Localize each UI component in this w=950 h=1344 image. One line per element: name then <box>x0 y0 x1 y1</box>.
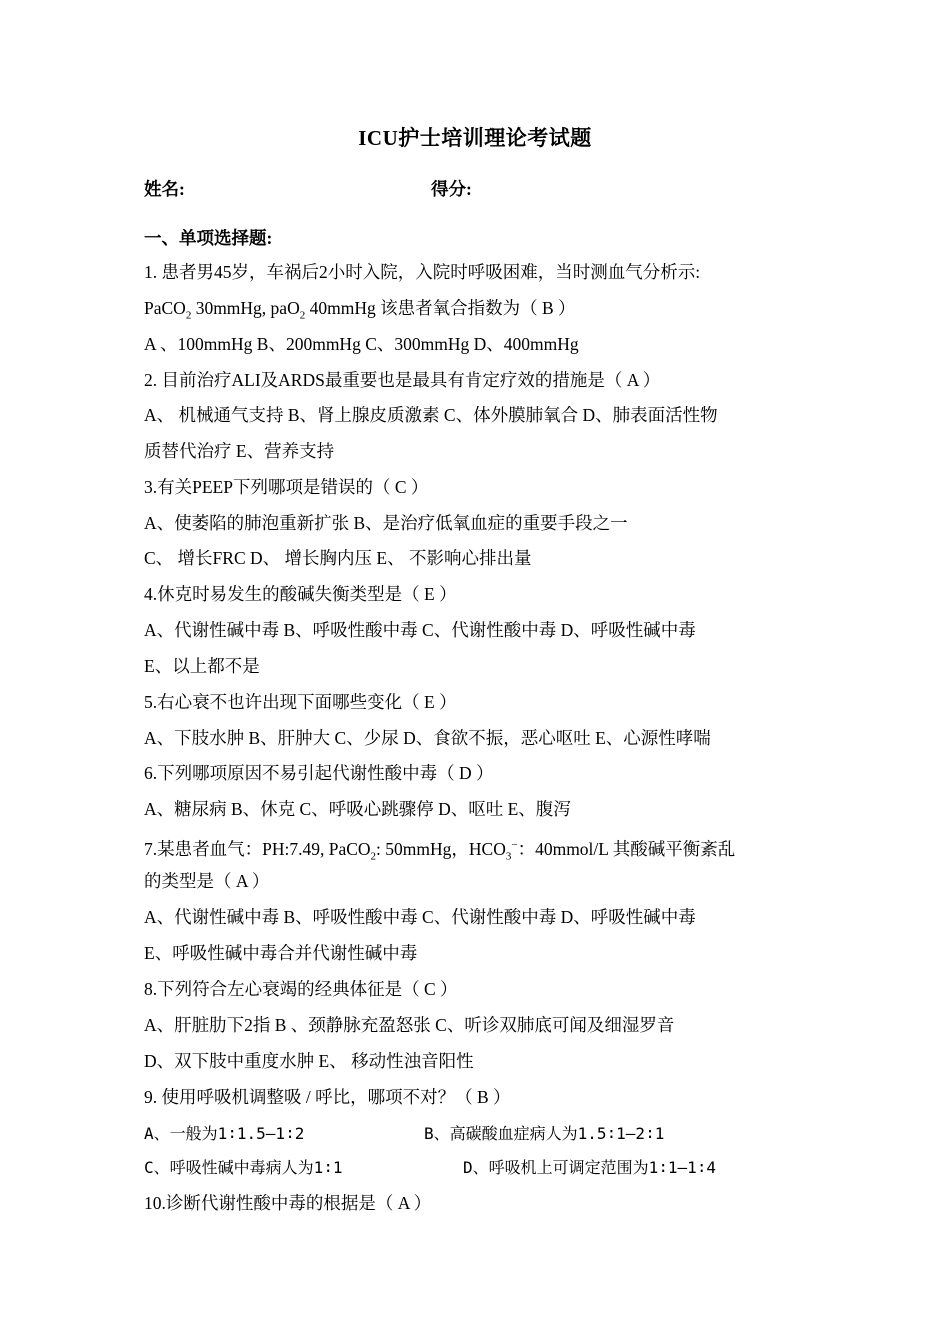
question-2-options-line-2: 质替代治疗 E、营养支持 <box>144 441 335 461</box>
q7-subscript: 2 <box>370 850 377 863</box>
question-2-stem: 2. 目前治疗ALI及ARDS最重要也是最具有肯定疗效的措施是（ A ） <box>144 370 661 390</box>
question-5-options: A、下肢水肿 B、肝肿大 C、少尿 D、食欲不振，恶心呕吐 E、心源性哮喘 <box>144 728 711 748</box>
q7-subscript: 3 <box>505 850 512 863</box>
q1-subscript: 2 <box>185 309 192 322</box>
question-6-options: A、糖尿病 B、休克 C、呼吸心跳骤停 D、呕吐 E、腹泻 <box>144 799 571 819</box>
question-7-options-line-1: A、代谢性碱中毒 B、呼吸性酸中毒 C、代谢性酸中毒 D、呼吸性碱中毒 <box>144 907 696 927</box>
question-3-options-line-2: C、 增长FRC D、 增长胸内压 E、 不影响心排出量 <box>144 548 532 568</box>
question-1-stem-line-2 <box>144 297 576 327</box>
question-7-options-line-2: E、呼吸性碱中毒合并代谢性碱中毒 <box>144 943 418 963</box>
q7-superscript: − <box>511 839 518 851</box>
question-4-options-line-1: A、代谢性碱中毒 B、呼吸性酸中毒 C、代谢性酸中毒 D、呼吸性碱中毒 <box>144 620 696 640</box>
question-2-options-line-1: A、 机械通气支持 B、肾上腺皮质激素 C、体外膜肺氧合 D、肺表面活性物 <box>144 405 718 425</box>
question-8-options-line-2: D、双下肢中重度水肿 E、 移动性浊音阳性 <box>144 1051 474 1071</box>
question-3-options-line-1: A、使萎陷的肺泡重新扩张 B、是治疗低氧血症的重要手段之一 <box>144 513 628 533</box>
q7-text-part: ：40mmol/L 其酸碱平衡紊乱 <box>517 838 736 859</box>
document-title: ICU护士培训理论考试题 <box>358 126 592 150</box>
question-8-options-line-1: A、肝脏肋下2指 B 、颈静脉充盈怒张 C、听诊双肺底可闻及细湿罗音 <box>144 1015 675 1035</box>
name-label: 姓名: <box>144 179 185 199</box>
q7-text-part: : 50mmHg，HCO <box>376 838 506 859</box>
question-3-stem: 3.有关PEEP下列哪项是错误的（ C ） <box>144 477 429 497</box>
question-9-stem: 9. 使用呼吸机调整吸 / 呼比，哪项不对？（ B ） <box>144 1087 511 1107</box>
question-1-options: A 、100mmHg B、200mmHg C、300mmHg D、400mmHg <box>144 334 579 354</box>
question-7-stem-line-1 <box>144 834 735 867</box>
score-label: 得分: <box>431 179 472 199</box>
question-9-option-d: D、呼吸机上可调定范围为1∶1—1∶4 <box>463 1158 717 1177</box>
question-1-stem-line-1: 1. 患者男45岁，车祸后2小时入院，入院时呼吸困难，当时测血气分析示: <box>144 262 701 282</box>
q1-text-part: PaCO <box>144 298 186 318</box>
section-heading: 一、单项选择题: <box>144 228 273 248</box>
q1-text-part: 30mmHg, paO <box>191 298 300 318</box>
q1-subscript: 2 <box>299 309 306 322</box>
question-8-stem: 8.下列符合左心衰竭的经典体征是（ C ） <box>144 979 458 999</box>
question-10-stem: 10.诊断代谢性酸中毒的根据是（ A ） <box>144 1193 432 1213</box>
q7-text-part: 7.某患者血气：PH:7.49, PaCO <box>144 838 371 859</box>
question-9-option-c: C、呼吸性碱中毒病人为1∶1 <box>144 1158 343 1177</box>
question-9-option-b: B、高碳酸血症病人为1.5∶1—2∶1 <box>424 1124 665 1143</box>
question-5-stem: 5.右心衰不也许出现下面哪些变化（ E ） <box>144 692 457 712</box>
question-9-option-a: A、一般为1∶1.5—1∶2 <box>144 1124 305 1143</box>
question-7-stem-line-2: 的类型是（ A ） <box>144 871 270 891</box>
q1-text-part: 40mmHg 该患者氧合指数为（ B ） <box>305 298 576 318</box>
question-4-options-line-2: E、以上都不是 <box>144 656 260 676</box>
question-6-stem: 6.下列哪项原因不易引起代谢性酸中毒（ D ） <box>144 763 494 783</box>
question-4-stem: 4.休克时易发生的酸碱失衡类型是（ E ） <box>144 584 457 604</box>
